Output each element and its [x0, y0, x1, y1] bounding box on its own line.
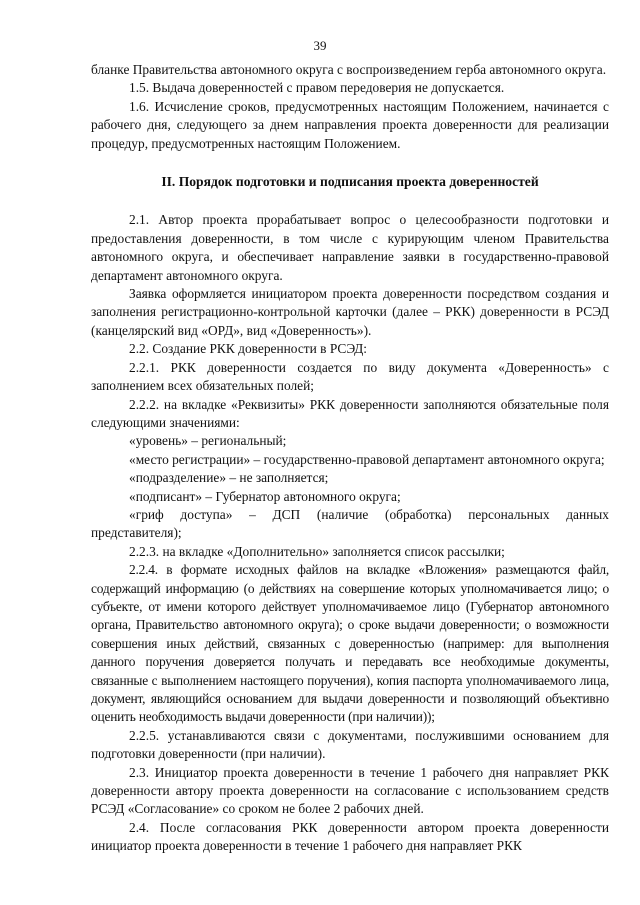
paragraph: 2.3. Инициатор проекта доверенности в течение 1 рабочего дня направляет РКК доверенности автору проекта доверенности на согласование с использованием средств РСЭД «Согласование» со сроком не более 2 рабочих дней. [91, 764, 609, 817]
list-item: «подписант» – Губернатор автономного округа; [129, 488, 401, 504]
paragraph: 1.6. Исчисление сроков, предусмотренных настоящим Положением, начинается с рабочего дня, следующего за днем направления проекта доверенности для реализации процедур, предусмотренных настоящим Положением. [91, 98, 609, 151]
paragraph: бланке Правительства автономного округа с воспроизведением герба автономного округа. [91, 62, 607, 77]
document-body [91, 61, 609, 856]
paragraph: 1.5. Выдача доверенностей с правом передоверия не допускается. [129, 80, 505, 96]
paragraph: 2.2.5. устанавливаются связи с документами, послужившими основанием для подготовки доверенности (при наличии). [91, 727, 609, 762]
paragraph: 2.2.3. на вкладке «Дополнительно» заполняется список рассылки; [129, 543, 505, 559]
paragraph: 2.2. Создание РКК доверенности в РСЭД: [129, 341, 367, 357]
list-item: «место регистрации» – государственно-правовой департамент автономного округа; [129, 451, 605, 467]
list-item: «уровень» – региональный; [129, 433, 287, 449]
page-number: 39 [313, 38, 327, 53]
paragraph: 2.2.1. РКК доверенности создается по виду документа «Доверенность» с заполнением всех обязательных полей; [91, 359, 609, 394]
paragraph: 2.2.2. на вкладке «Реквизиты» РКК доверенности заполняются обязательные поля следующими значениями: [91, 396, 609, 430]
paragraph: 2.4. После согласования РКК доверенности автором проекта доверенности инициатор проекта доверенности в течение 1 рабочего дня направляет РКК [91, 819, 609, 854]
section-heading: II. Порядок подготовки и подписания проекта доверенностей [161, 174, 539, 190]
list-item: «подразделение» – не заполняется; [129, 470, 329, 486]
paragraph: 2.1. Автор проекта прорабатывает вопрос о целесообразности подготовки и предоставления доверенности, в том числе с курирующим членом Правительства автономного округа, и обеспечивает направление заявки в государственно-правовой департамент автономного округа. [91, 212, 609, 283]
paragraph: 2.2.4. в формате исходных файлов на вкладке «Вложения» размещаются файл, содержащий информацию (о действиях на совершение которых уполномачивается лицо; о субъекте, от имени которого действует уполномачиваемое лицо (Губернатор автономного органа, Правительство автономного округа); о сроке выдачи доверенности; о возможности совершения иных действий, связанных с доверенностью (например: для выполнения данного поручения доверяется получать и передавать все необходимые документы, связанные с выполнением настоящего поручения), копия паспорта уполномачиваемого лица, документ, являющийся основанием для выдачи доверенности и позволяющий объективно оценить необходимость выдачи доверенности (при наличии)); [91, 562, 609, 725]
list-item: «гриф доступа» – ДСП (наличие (обработка) персональных данных представителя); [91, 506, 609, 541]
paragraph: Заявка оформляется инициатором проекта доверенности посредством создания и заполнения регистрационно-контрольной карточки (далее – РКК) доверенности в РСЭД (канцелярский вид «ОРД», вид «Доверенность»). [91, 286, 609, 338]
